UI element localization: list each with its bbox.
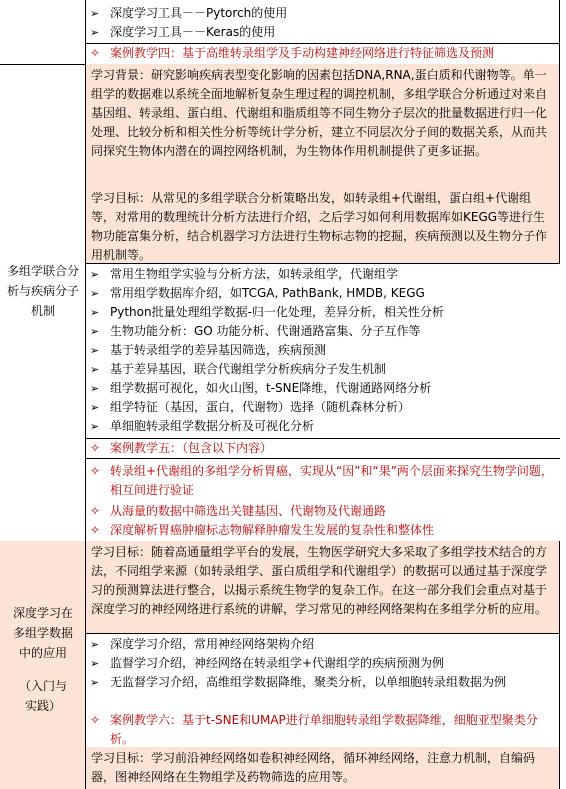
bottom-left-cell [0,747,86,789]
list-item: ➢ 常用生物组学实验与分析方法，如转录组学，代谢组学 [110,265,398,284]
list-item: ➢ 基于差异基因，联合代谢组学分析疾病分子发生机制 [110,360,386,379]
case-item: ✧ 深度解析胃癌肿瘤标志物解释肿瘤发生发展的复杂性和整体性 [110,521,434,540]
list-item: ➢ 深度学习介绍，常用神经网络架构介绍 [110,635,314,654]
left-cell-top [0,0,86,43]
section-label-multiomics: 多组学联合分析与疾病分子机制 [6,264,79,318]
case-heading: ✧ 案例教学六：基于t-SNE和UMAP进行单细胞转录组学数据降维，细胞亚型聚类分析。 [110,711,550,749]
list-item: ➢ 基于转录组学的差异基因筛选，疾病预测 [110,341,326,360]
section-label-deep-sub: （入门与实践） [18,679,67,713]
list-item: ➢ 无监督学习介绍，高维组学数据降维，聚类分析，以单细胞转录组数据为例 [110,673,550,692]
list-item: ➢ 深度学习工具－－Keras的使用 [110,23,275,42]
learning-background: 学习背景：研究影响疾病表型变化影响的因素包括DNA,RNA,蛋白质和代谢物等。单一组学的数据难以系统全面地解析复杂生理过程的调控机制，多组学联合分析通过对来自基因组、转录组、蛋白组、代谢组和脂质组等不同生物分子层次的批量数据进行归一化处理、比较分析和相关性分析等统计学分析，建立不同层次分子间的数据关系，从而共同探究生物体内潜在的调控网络机制，为生物体作用机制提供了更多证据。 [91,68,548,158]
section-label-deep: 深度学习在多组学数据中的应用 [12,606,73,660]
list-item: ➢ 单细胞转录组学数据分析及可视化分析 [110,417,314,436]
list-item: ➢ 监督学习介绍，神经网络在转录组学+代谢组学的疾病预测为例 [110,654,444,673]
left-cell-top2 [0,43,86,64]
list-item: ➢ 组学数据可视化，如火山图，t-SNE降维，代谢通路网络分析 [110,379,431,398]
case-item: ✧ 从海量的数据中筛选出关键基因、代谢物及代谢通路 [110,502,386,521]
case-item: ✧ 转录组+代谢组的多组学分析胃癌，实现从“因”和“果”两个层面来探究生物学问题，相互间进行验证 [110,462,555,500]
list-item: ➢ 深度学习工具－－Pytorch的使用 [110,4,287,23]
list-item: ➢ 生物功能分析：GO 功能分析、代谢通路富集、分子互作等 [110,322,421,341]
list-item: ➢ 常用组学数据库介绍，如TCGA, PathBank, HMDB, KEGG [110,284,425,303]
list-item: ➢ 组学特征（基因，蛋白，代谢物）选择（随机森林分析） [110,398,410,417]
learning-goal: 学习目标：随着高通量组学平台的发展，生物医学研究大多采取了多组学技术结合的方法，不同组学来源（如转录组学、蛋白质组学和代谢组学）的数据可以通过基于深度学习的预测算法进行整合，以揭示系统生物学的复杂工作。在这一部分我们会重点对基于深度学习的神经网络进行系统的讲解，学习常见的神经网络架构在多组学分析的应用。 [91,545,548,616]
list-item: ➢ Python批量处理组学数据-归一化处理，差异分析，相关性分析 [110,303,444,322]
case-heading: ✧ 案例教学四：基于高维转录组学及手动构建神经网络进行特征筛选及预测 [110,44,494,63]
learning-goal: 学习目标：学习前沿神经网络如卷积神经网络，循环神经网络，注意力机制，自编码器，图神经网络在生物组学及药物筛选的应用等。 [91,751,536,784]
case-heading: ✧ 案例教学五：（包含以下内容） [110,439,272,458]
learning-goal: 学习目标：从常见的多组学联合分析策略出发，如转录组+代谢组，蛋白组+代谢组等，对常用的数理统计分析方法进行介绍，之后学习如何利用数据库如KEGG等进行生物功能富集分析，结合机器学习方法进行生物标志物的挖掘，疾病预测以及生物分子作用机制等。 [91,191,548,262]
